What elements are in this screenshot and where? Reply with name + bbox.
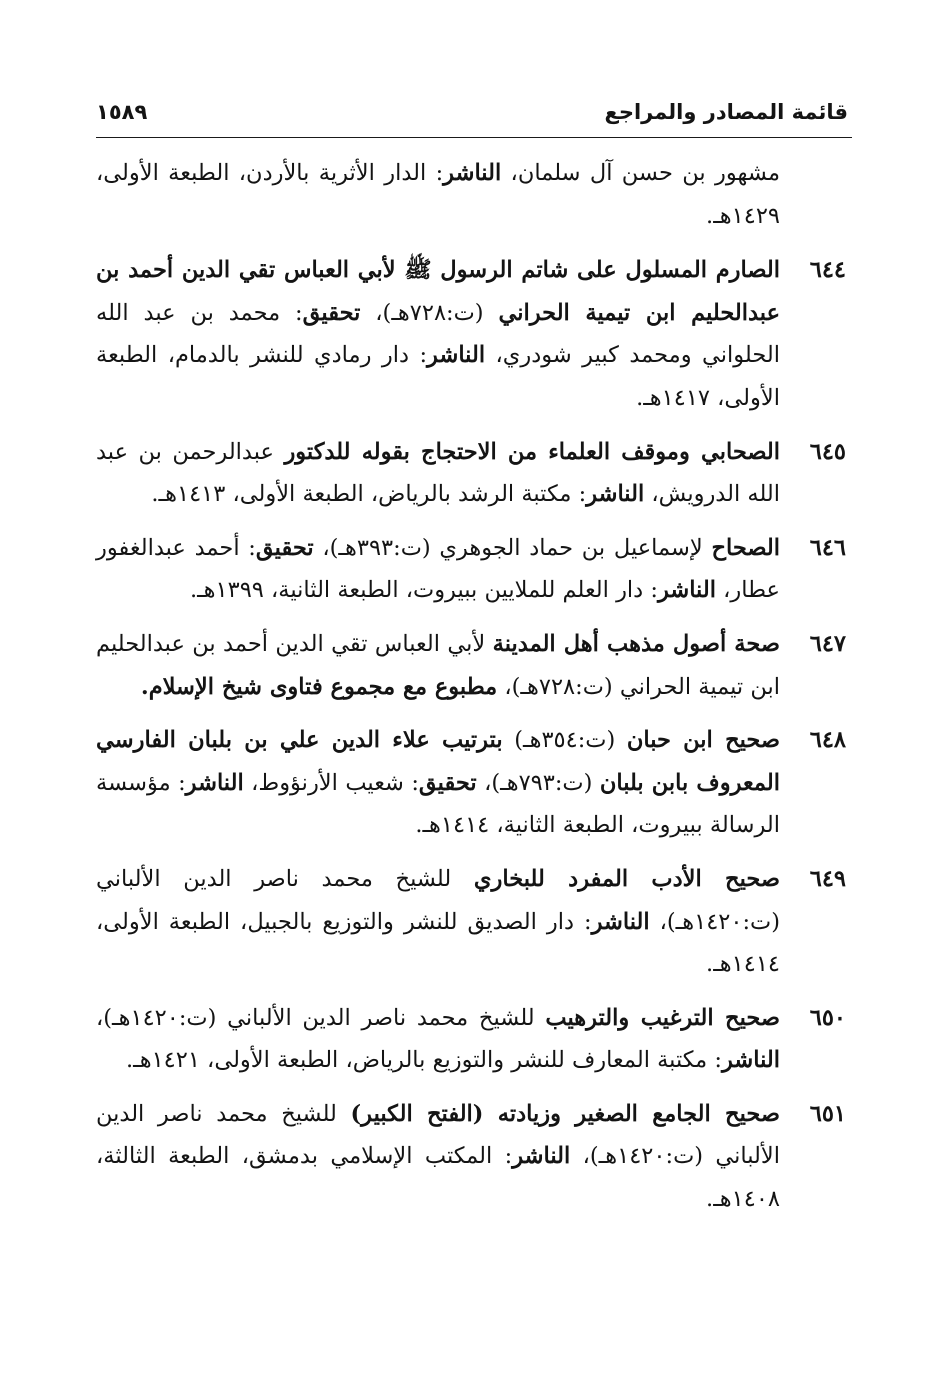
publisher-label: الناشر (591, 908, 650, 935)
entry-title: صحيح الجامع الصغير وزيادته (الفتح الكبير) (350, 1100, 780, 1127)
entry-title: صحيح ابن حبان (626, 727, 781, 754)
tahqiq-label: تحقيق (255, 534, 314, 561)
publisher-label: الناشر (512, 1143, 571, 1170)
publisher-label: الناشر (657, 577, 716, 604)
publisher-label: الناشر (721, 1047, 780, 1074)
bibliography-entry-651: ٦٥١ صحيح الجامع الصغير وزيادته (الفتح الكبير) للشيخ محمد ناصر الدين الألباني (ت:١٤٢٠هـ)، الناشر: المكتب الإسلامي بدمشق، الطبعة الثالثة، ١٤٠٨هـ. (96, 1093, 846, 1221)
entry-number: ٦٤٥ (809, 438, 846, 465)
bibliography-entry-645: ٦٤٥ الصحابي وموقف العلماء من الاحتجاج بقوله للدكتور عبدالرحمن بن عبد الله الدرويش، الناشر: مكتبة الرشد بالرياض، الطبعة الأولى، ١٤١٣هـ. (96, 431, 846, 516)
running-header (96, 100, 848, 136)
entry-title: صحيح الأدب المفرد للبخاري (473, 865, 780, 892)
entry-note: مطبوع مع مجموع فتاوى شيخ الإسلام. (140, 673, 498, 700)
continued-entry: مشهور بن حسن آل سلمان، الناشر: الدار الأثرية بالأردن، الطبعة الأولى، ١٤٢٩هـ. (96, 160, 780, 229)
entry-title: صحة أصول مذهب أهل المدينة (492, 630, 780, 657)
header-rule (96, 137, 852, 138)
entry-arrangement: بترتيب علاء الدين علي بن بلبان الفارسي المعروف بابن بلبان (96, 727, 780, 796)
entry-number: ٦٤٨ (809, 727, 846, 754)
bibliography-list (96, 152, 846, 1232)
entry-number: ٦٤٦ (809, 534, 846, 561)
entry-title: صحيح الترغيب والترهيب (545, 1004, 780, 1031)
publisher-label: الناشر (427, 342, 486, 369)
bibliography-entry-649: ٦٤٩ صحيح الأدب المفرد للبخاري للشيخ محمد ناصر الدين الألباني (ت:١٤٢٠هـ)، الناشر: دار الصديق للنشر والتوزيع بالجبيل، الطبعة الأولى، ١٤١٤هـ. (96, 858, 846, 986)
entry-title: الصارم المسلول على شاتم الرسول ﷺ لأبي العباس تقي الدين أحمد بن عبدالحليم ابن تيمية الحراني (96, 257, 780, 326)
bibliography-entry-648: ٦٤٨ صحيح ابن حبان (ت:٣٥٤هـ) بترتيب علاء الدين علي بن بلبان الفارسي المعروف بابن بلبان (ت:٧٩٣هـ)، تحقيق: شعيب الأرنؤوط، الناشر: مؤسسة الرسالة ببيروت، الطبعة الثانية، ١٤١٤هـ. (96, 719, 846, 847)
entry-title: الصحابي وموقف العلماء من الاحتجاج بقوله للدكتور (284, 438, 780, 465)
bibliography-entry-650: ٦٥٠ صحيح الترغيب والترهيب للشيخ محمد ناصر الدين الألباني (ت:١٤٢٠هـ)، الناشر: مكتبة المعارف للنشر والتوزيع بالرياض، الطبعة الأولى، ١٤٢١هـ. (96, 997, 846, 1082)
bibliography-entry-647: ٦٤٧ صحة أصول مذهب أهل المدينة لأبي العباس تقي الدين أحمد بن عبدالحليم ابن تيمية الحراني (ت:٧٢٨هـ)، مطبوع مع مجموع فتاوى شيخ الإسلام. (96, 623, 846, 708)
bibliography-entry-646: ٦٤٦ الصحاح لإسماعيل بن حماد الجوهري (ت:٣٩٣هـ)، تحقيق: أحمد عبدالغفور عطار، الناشر: دار العلم للملايين ببيروت، الطبعة الثانية، ١٣٩٩هـ. (96, 527, 846, 612)
entry-title: الصحاح (711, 534, 780, 561)
tahqiq-label: تحقيق (302, 299, 361, 326)
tahqiq-label: تحقيق (418, 769, 477, 796)
entry-number: ٦٥١ (809, 1100, 846, 1127)
publisher-label: الناشر (586, 481, 645, 508)
entry-number: ٦٤٩ (809, 865, 846, 892)
publisher-label: الناشر (185, 769, 244, 796)
entry-number: ٦٥٠ (809, 1004, 846, 1031)
running-title: قائمة المصادر والمراجع (604, 100, 848, 124)
entry-number: ٦٤٤ (809, 257, 846, 284)
entry-number: ٦٤٧ (809, 630, 846, 657)
page-number: ١٥٨٩ (96, 100, 148, 124)
bibliography-entry-644: ٦٤٤ الصارم المسلول على شاتم الرسول ﷺ لأبي العباس تقي الدين أحمد بن عبدالحليم ابن تيمية الحراني (ت:٧٢٨هـ)، تحقيق: محمد بن عبد الله الحلواني ومحمد كبير شودري، الناشر: دار رمادي للنشر بالدمام، الطبعة الأولى، ١٤١٧هـ. (96, 249, 846, 419)
publisher-label: الناشر (443, 160, 502, 186)
